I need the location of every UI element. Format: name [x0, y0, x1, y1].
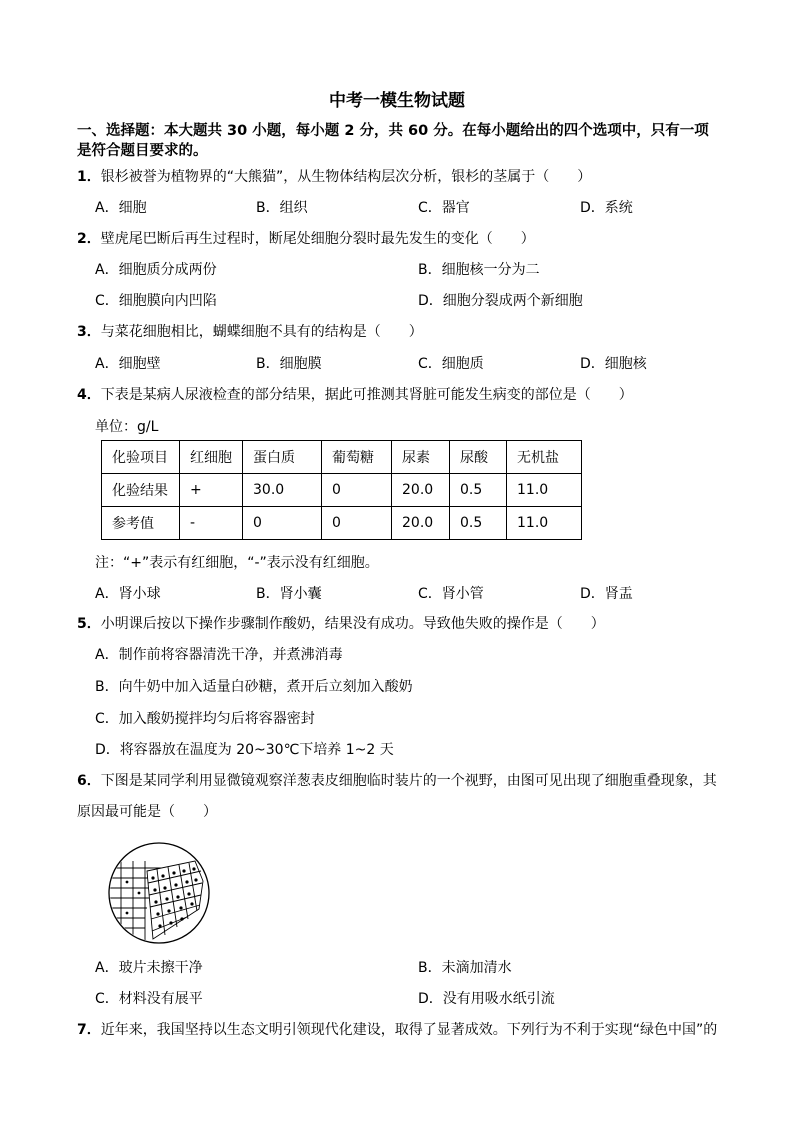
- option-d: D．将容器放在温度为 20~30℃下培养 1~2 天: [95, 742, 394, 758]
- option-a: A．细胞壁: [95, 356, 161, 372]
- question-number: 5．: [77, 616, 101, 632]
- option-c: C．器官: [418, 200, 470, 216]
- table-cell: 参考值: [102, 507, 180, 540]
- unit-label: 单位：g/L: [95, 419, 159, 435]
- question-5: [77, 613, 605, 633]
- table-cell: 化验结果: [102, 474, 180, 507]
- table-cell: +: [180, 474, 243, 507]
- option-c: C．细胞膜向内凹陷: [95, 293, 217, 309]
- table-header-cell: 无机盐: [507, 441, 582, 474]
- option-c: C．材料没有展平: [95, 991, 203, 1007]
- section-heading-line2: 是符合题目要求的。: [77, 143, 208, 159]
- microscope-field-figure: [107, 841, 211, 945]
- option-b: B．细胞核一分为二: [418, 262, 540, 278]
- question-number: 1．: [77, 169, 101, 185]
- section-heading-line1: 一、选择题：本大题共 30 小题，每小题 2 分，共 60 分。在每小题给出的四个选项中，只有一项: [77, 123, 709, 139]
- table-row: [102, 474, 582, 507]
- question-7: [77, 1019, 717, 1039]
- table-cell: -: [180, 507, 243, 540]
- option-b: B．未滴加清水: [418, 960, 512, 976]
- table-row: [102, 507, 582, 540]
- option-d: D．细胞分裂成两个新细胞: [418, 293, 583, 309]
- question-text: 银杉被誉为植物界的“大熊猫”，从生物体结构层次分析，银杉的茎属于（ ）: [100, 169, 592, 185]
- option-d: D．肾盂: [580, 586, 633, 602]
- option-a: A．肾小球: [95, 586, 161, 602]
- question-2: [77, 228, 535, 248]
- table-note: 注：“+”表示有红细胞，“-”表示没有红细胞。: [95, 555, 379, 571]
- question-number: 3．: [77, 324, 101, 340]
- table-header-cell: 尿酸: [450, 441, 507, 474]
- option-c: C．肾小管: [418, 586, 484, 602]
- table-header-cell: 尿素: [392, 441, 450, 474]
- question-number: 6．: [77, 773, 101, 789]
- table-cell: 11.0: [507, 507, 582, 540]
- urine-test-table: [101, 440, 582, 540]
- question-number: 7．: [77, 1022, 101, 1038]
- option-a: A．玻片未擦干净: [95, 960, 203, 976]
- question-text: 近年来，我国坚持以生态文明引领现代化建设，取得了显著成效。下列行为不利于实现“绿色中国”的: [100, 1022, 718, 1038]
- table-header-cell: 葡萄糖: [322, 441, 392, 474]
- table-header-cell: 化验项目: [102, 441, 180, 474]
- question-6: [77, 770, 717, 790]
- option-b: B．向牛奶中加入适量白砂糖，煮开后立刻加入酸奶: [95, 679, 413, 695]
- table-header-cell: 红细胞: [180, 441, 243, 474]
- option-d: D．细胞核: [580, 356, 647, 372]
- page-title: 中考一模生物试题: [329, 91, 465, 111]
- question-6-continued: 原因最可能是（ ）: [77, 804, 217, 820]
- question-text: 下表是某病人尿液检查的部分结果，据此可推测其肾脏可能发生病变的部位是（ ）: [100, 387, 633, 403]
- table-cell: 30.0: [243, 474, 322, 507]
- option-d: D．没有用吸水纸引流: [418, 991, 555, 1007]
- option-b: B．组织: [256, 200, 308, 216]
- option-a: A．细胞质分成两份: [95, 262, 217, 278]
- table-header-row: [102, 441, 582, 474]
- option-b: B．肾小囊: [256, 586, 322, 602]
- option-d: D．系统: [580, 200, 633, 216]
- question-text: 下图是某同学利用显微镜观察洋葱表皮细胞临时装片的一个视野，由图可见出现了细胞重叠现象，其: [100, 773, 717, 789]
- question-text: 壁虎尾巴断后再生过程时，断尾处细胞分裂时最先发生的变化（ ）: [100, 231, 535, 247]
- question-number: 4．: [77, 387, 101, 403]
- option-c: C．细胞质: [418, 356, 484, 372]
- question-number: 2．: [77, 231, 101, 247]
- table-cell: 0.5: [450, 507, 507, 540]
- table-cell: 11.0: [507, 474, 582, 507]
- table-header-cell: 蛋白质: [243, 441, 322, 474]
- question-4: [77, 384, 633, 404]
- table-cell: 0.5: [450, 474, 507, 507]
- question-1: [77, 166, 591, 186]
- table-cell: 0: [322, 507, 392, 540]
- option-b: B．细胞膜: [256, 356, 322, 372]
- table-cell: 0: [322, 474, 392, 507]
- table-cell: 20.0: [392, 474, 450, 507]
- question-text: 与菜花细胞相比，蝴蝶细胞不具有的结构是（ ）: [100, 324, 423, 340]
- option-c: C．加入酸奶搅拌均匀后将容器密封: [95, 711, 315, 727]
- table-cell: 20.0: [392, 507, 450, 540]
- table-cell: 0: [243, 507, 322, 540]
- question-text: 小明课后按以下操作步骤制作酸奶，结果没有成功。导致他失败的操作是（ ）: [100, 616, 605, 632]
- question-3: [77, 321, 423, 341]
- option-a: A．制作前将容器清洗干净，并煮沸消毒: [95, 647, 343, 663]
- option-a: A．细胞: [95, 200, 147, 216]
